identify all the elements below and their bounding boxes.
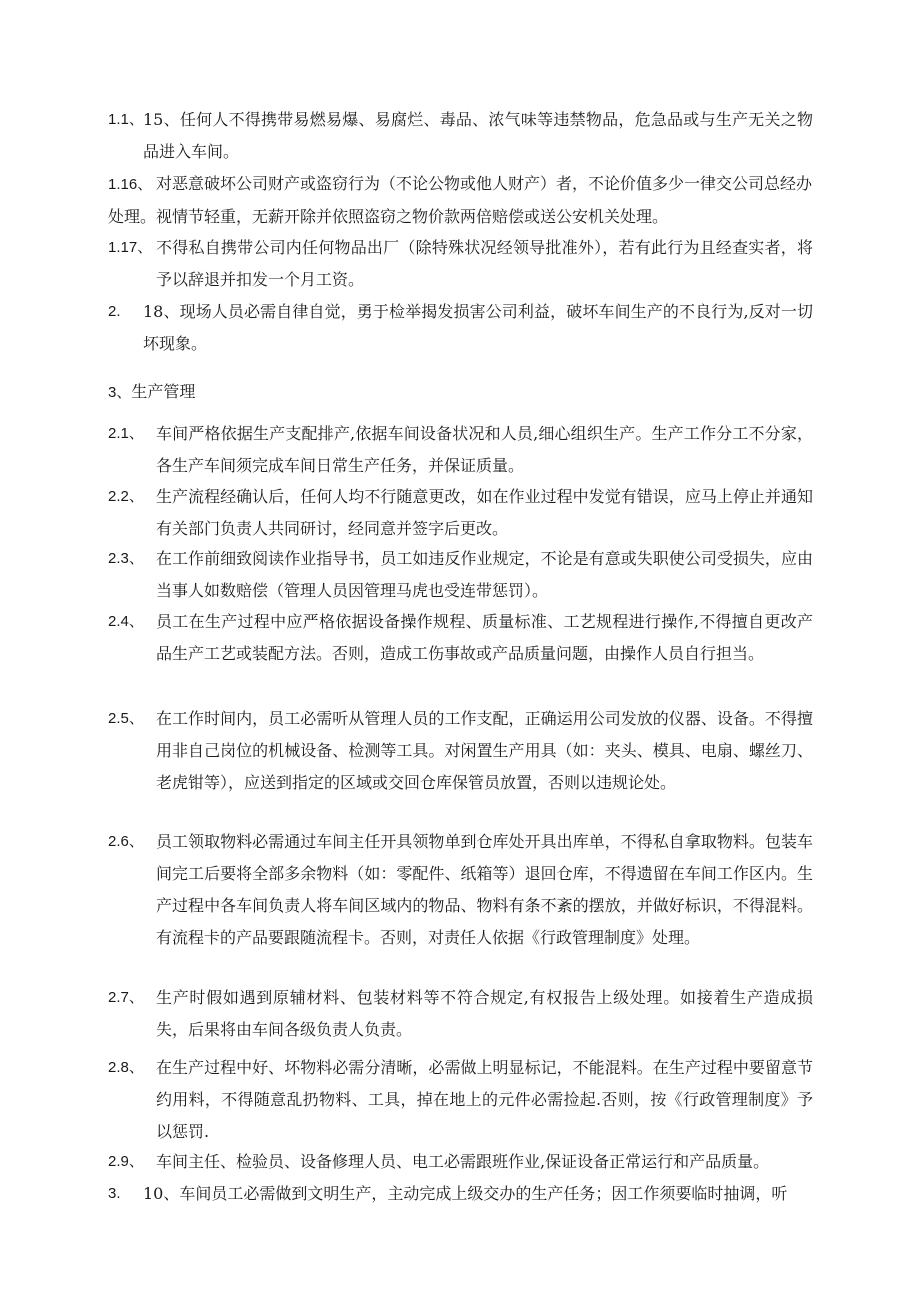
clause-number: 2. (108, 303, 121, 320)
clause-1-1 (108, 104, 813, 168)
clause-number: 3. (108, 1185, 121, 1202)
clause-text: 员工在生产过程中应严格依据设备操作规程、质量标准、工艺规程进行操作,不得擅自更改产品生产工艺或装配方法。否则，造成工伤事故或产品质量问题，由操作人员自行担当。 (156, 612, 813, 663)
clause-number: 2.8、 (108, 1059, 144, 1076)
clause-number: 2.4、 (108, 613, 144, 630)
clause-text: 车间严格依据生产支配排产,依据车间设备状况和人员,细心组织生产。生产工作分工不分家，各生产车间须完成车间日常生产任务，并保证质量。 (156, 424, 813, 475)
clause-1-16 (108, 168, 813, 233)
clause-2-1 (108, 418, 813, 482)
clause-2-2 (108, 481, 813, 545)
section-heading (108, 376, 195, 409)
clause-text: 对恶意破坏公司财产或盗窃行为（不论公物或他人财产）者，不论价值多少一律交公司总经办处理。视情节轻重，无薪开除并依照盗窃之物价款两倍赔偿或送公安机关处理。 (108, 174, 813, 226)
section-number: 3、 (108, 384, 132, 401)
clause-text: 10、车间员工必需做到文明生产，主动完成上级交办的生产任务；因工作须要临时抽调，听 (143, 1184, 788, 1203)
clause-number: 2.5、 (108, 710, 144, 727)
clause-text: 生产时假如遇到原辅材料、包装材料等不符合规定,有权报告上级处理。如接着生产造成损失，后果将由车间各级负责人负责。 (156, 988, 813, 1039)
clause-text: 员工领取物料必需通过车间主任开具领物单到仓库处开具出库单，不得私自拿取物料。包装车间完工后要将全部多余物料（如：零配件、纸箱等）退回仓库，不得遗留在车间工作区内。生产过程中各车间负责人将车间区域内的物品、物料有条不紊的摆放，并做好标识，不得混料。有流程卡的产品要跟随流程卡。否则，对责任人依据《行政管理制度》处理。 (156, 832, 813, 947)
clause-2-5 (108, 703, 813, 799)
clause-text: 15、任何人不得携带易燃易爆、易腐烂、毒品、浓气味等违禁物品，危急品或与生产无关之物品进入车间。 (143, 110, 813, 161)
clause-number: 1.16、 (108, 176, 153, 193)
clause-2-6 (108, 826, 813, 954)
clause-2-18 (108, 296, 813, 360)
clause-3-10 (108, 1178, 813, 1210)
clause-number: 2.3、 (108, 550, 144, 567)
clause-2-7 (108, 982, 813, 1046)
clause-2-4 (108, 606, 813, 670)
clause-2-9 (108, 1146, 813, 1178)
clause-2-3 (108, 543, 813, 607)
clause-text: 车间主任、检验员、设备修理人员、电工必需跟班作业,保证设备正常运行和产品质量。 (156, 1152, 770, 1171)
clause-number: 2.6、 (108, 833, 144, 850)
clause-number: 1.1、 (108, 111, 144, 128)
clause-text: 不得私自携带公司内任何物品出厂（除特殊状况经领导批准外），若有此行为且经查实者，将予以辞退并扣发一个月工资。 (156, 238, 813, 289)
clause-number: 2.2、 (108, 488, 144, 505)
clause-number: 1.17、 (108, 239, 153, 256)
clause-text: 18、现场人员必需自律自觉，勇于检举揭发损害公司利益，破坏车间生产的不良行为,反对一切坏现象。 (143, 302, 813, 353)
clause-text: 在工作前细致阅读作业指导书，员工如违反作业规定，不论是有意或失职使公司受损失，应由当事人如数赔偿（管理人员因管理马虎也受连带惩罚）。 (156, 549, 813, 600)
clause-2-8 (108, 1052, 813, 1148)
clause-number: 2.9、 (108, 1153, 144, 1170)
clause-text: 在工作时间内，员工必需听从管理人员的工作支配，正确运用公司发放的仪器、设备。不得擅用非自己岗位的机械设备、检测等工具。对闲置生产用具（如：夹头、模具、电扇、螺丝刀、老虎钳等），应送到指定的区域或交回仓库保管员放置，否则以违规论处。 (156, 709, 813, 792)
clause-number: 2.7、 (108, 989, 144, 1006)
clause-text: 在生产过程中好、坏物料必需分清晰，必需做上明显标记，不能混料。在生产过程中要留意节约用料，不得随意乱扔物料、工具，掉在地上的元件必需捡起.否则，按《行政管理制度》予以惩罚. (156, 1058, 813, 1141)
clause-number: 2.1、 (108, 425, 144, 442)
clause-text: 生产流程经确认后，任何人均不行随意更改，如在作业过程中发觉有错误，应马上停止并通知有关部门负责人共同研讨，经同意并签字后更改。 (156, 487, 813, 538)
section-title: 生产管理 (131, 382, 196, 401)
clause-1-17 (108, 232, 813, 296)
